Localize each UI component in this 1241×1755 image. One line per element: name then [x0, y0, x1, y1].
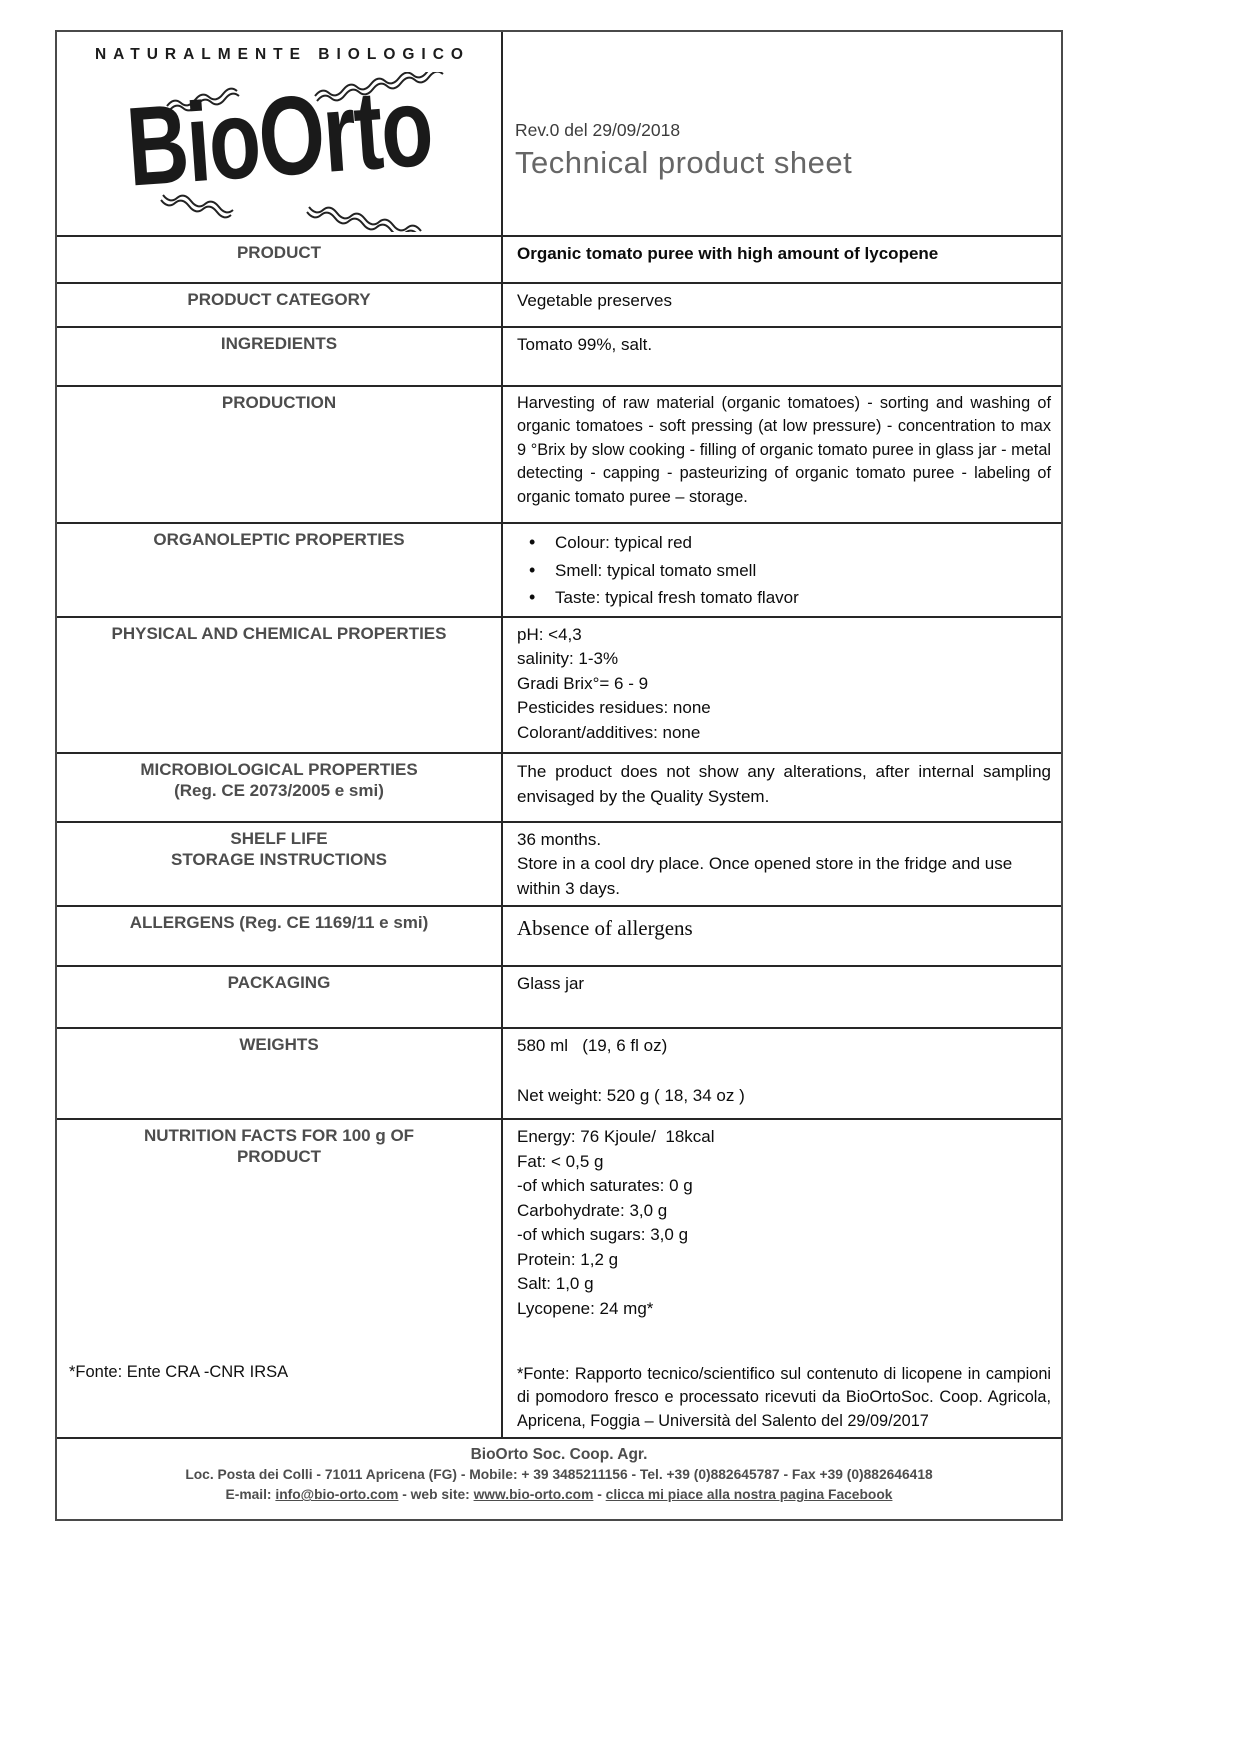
page-title: Technical product sheet: [515, 145, 853, 180]
revision-text: Rev.0 del 29/09/2018: [515, 120, 681, 140]
salinity-value: salinity: 1-3%: [517, 649, 619, 668]
brand-tagline: NATURALMENTE BIOLOGICO: [94, 46, 470, 63]
row-label: ALLERGENS (Reg. CE 1169/11 e smi): [129, 913, 429, 932]
email-link[interactable]: info@bio-orto.com: [275, 1487, 399, 1503]
row-production: [57, 387, 1061, 524]
row-shelf-life: [57, 823, 1061, 908]
row-label: WEIGHTS: [239, 1035, 319, 1054]
allergens-value: Absence of allergens: [517, 916, 693, 940]
row-product: [57, 237, 1061, 284]
net-weight-value: Net weight: 520 g ( 18, 34 oz ): [517, 1085, 745, 1105]
product-category: Vegetable preserves: [517, 291, 672, 310]
row-label: SHELF LIFE: [230, 828, 328, 848]
colorant-value: Colorant/additives: none: [517, 722, 701, 742]
row-label: NUTRITION FACTS FOR 100 g OF: [143, 1126, 415, 1145]
sugars-value: -of which sugars: 3,0 g: [517, 1225, 689, 1244]
packaging-value: Glass jar: [517, 974, 585, 993]
carbohydrate-value: Carbohydrate: 3,0 g: [517, 1200, 668, 1220]
row-sublabel: STORAGE INSTRUCTIONS: [171, 849, 387, 869]
company-name: BioOrto Soc. Coop. Agr.: [470, 1446, 648, 1464]
organoleptic-taste: • Taste: typical fresh tomato flavor: [517, 584, 1051, 612]
row-label-cell: [57, 284, 503, 326]
row-value-cell: [503, 618, 1061, 752]
production-description: Harvesting of raw material (organic tomatoes) - sorting and washing of organic tomatoes - soft pressing (at low pressure) - concentration to max 9 °Brix by slow cooking - filling of organic tomato puree in glass jar - metal detecting - capping - pasteurizing of organic tomato puree - labeling of organic tomato puree – storage.: [517, 394, 1051, 506]
row-nutrition-facts: [57, 1120, 1061, 1439]
footer-row: [57, 1439, 1061, 1519]
brand-logotype: BioOrto: [122, 63, 436, 211]
row-value-cell: [503, 284, 1061, 326]
source-note-left: *Fonte: Ente CRA -CNR IRSA: [69, 1363, 289, 1382]
row-value-cell: [503, 1029, 1061, 1118]
row-physical-chemical: [57, 618, 1061, 754]
row-ingredients: [57, 328, 1061, 387]
salt-value: Salt: 1,0 g: [517, 1274, 594, 1293]
website-label: - web site:: [398, 1487, 474, 1503]
row-microbiological: [57, 754, 1061, 823]
product-sheet-table: [55, 30, 1063, 1521]
row-label-cell: [57, 237, 503, 282]
row-value-cell: [503, 387, 1061, 522]
product-name: Organic tomato puree with high amount of lycopene: [517, 244, 939, 263]
row-value-cell: [503, 237, 1061, 282]
brix-value: Gradi Brix°= 6 - 9: [517, 673, 649, 693]
row-label-cell: [57, 754, 503, 821]
row-organoleptic: [57, 524, 1061, 618]
brand-cell: [57, 32, 503, 235]
row-label-cell: [57, 1029, 503, 1118]
protein-value: Protein: 1,2 g: [517, 1249, 619, 1269]
row-label-cell: [57, 907, 503, 965]
ingredients-value: Tomato 99%, salt.: [517, 335, 653, 354]
row-label: PRODUCTION: [221, 393, 337, 412]
energy-value: Energy: 76 Kjoule/ 18kcal: [517, 1127, 715, 1146]
row-value-cell: [503, 907, 1061, 965]
row-value-cell: [503, 524, 1061, 616]
lycopene-source-note: *Fonte: Rapporto tecnico/scientifico sul contenuto di licopene in campioni di pomodoro fresco e processato ricevuti da BioOrtoSoc. Coop. Agricola, Apricena, Foggia – Università del Salento del 29/09/2017: [517, 1365, 1051, 1430]
row-label-cell: [57, 524, 503, 616]
microbiological-description: The product does not show any alterations, after internal sampling envisaged by the Quality System.: [517, 761, 1051, 806]
brand-logo: [57, 63, 501, 232]
row-label: PHYSICAL AND CHEMICAL PROPERTIES: [111, 623, 447, 643]
row-sublabel: PRODUCT: [236, 1147, 322, 1166]
row-allergens: [57, 907, 1061, 967]
row-packaging: [57, 967, 1061, 1029]
row-value-cell: [503, 967, 1061, 1027]
row-sublabel: (Reg. CE 2073/2005 e smi): [174, 780, 384, 800]
company-address: Loc. Posta dei Colli - 71011 Apricena (FG) - Mobile: + 39 3485211156 - Tel. +39 (0)882645787 - Fax +39 (0)882646418: [185, 1467, 933, 1483]
website-link[interactable]: www.bio-orto.com: [473, 1487, 594, 1503]
organoleptic-colour: • Colour: typical red: [517, 529, 1051, 557]
row-label: ORGANOLEPTIC PROPERTIES: [153, 530, 405, 549]
storage-instructions-text: Store in a cool dry place. Once opened store in the fridge and use within 3 days.: [517, 854, 1017, 898]
row-label-cell: [57, 618, 503, 752]
row-value-cell: [503, 823, 1061, 906]
pesticides-value: Pesticides residues: none: [517, 698, 711, 717]
row-label-cell: [57, 328, 503, 385]
row-label-cell: [57, 967, 503, 1027]
header-row: [57, 32, 1061, 237]
row-label: PRODUCT CATEGORY: [187, 290, 371, 309]
contact-links-line: [65, 1485, 1053, 1505]
row-value-cell: [503, 328, 1061, 385]
separator-text: -: [593, 1487, 606, 1503]
row-label: PACKAGING: [227, 973, 331, 992]
row-label: INGREDIENTS: [220, 334, 338, 353]
title-cell: [503, 32, 1061, 235]
row-label-cell: [57, 1120, 503, 1437]
row-weights: [57, 1029, 1061, 1120]
organoleptic-smell: • Smell: typical tomato smell: [517, 557, 1051, 585]
row-product-category: [57, 284, 1061, 328]
ph-value: pH: <4,3: [517, 624, 582, 644]
facebook-link[interactable]: clicca mi piace alla nostra pagina Facebook: [605, 1487, 893, 1503]
row-label-cell: [57, 823, 503, 906]
saturates-value: -of which saturates: 0 g: [517, 1176, 693, 1195]
shelf-life-duration: 36 months.: [517, 829, 602, 849]
row-label: MICROBIOLOGICAL PROPERTIES: [140, 759, 418, 779]
fat-value: Fat: < 0,5 g: [517, 1151, 604, 1171]
volume-value: 580 ml (19, 6 fl oz): [517, 1036, 668, 1055]
row-label-cell: [57, 387, 503, 522]
row-value-cell: [503, 1120, 1061, 1437]
lycopene-value: Lycopene: 24 mg*: [517, 1298, 654, 1318]
row-label: PRODUCT: [236, 243, 322, 262]
row-value-cell: [503, 754, 1061, 821]
email-label: E-mail:: [225, 1487, 276, 1503]
footer-cell: [57, 1439, 1061, 1519]
